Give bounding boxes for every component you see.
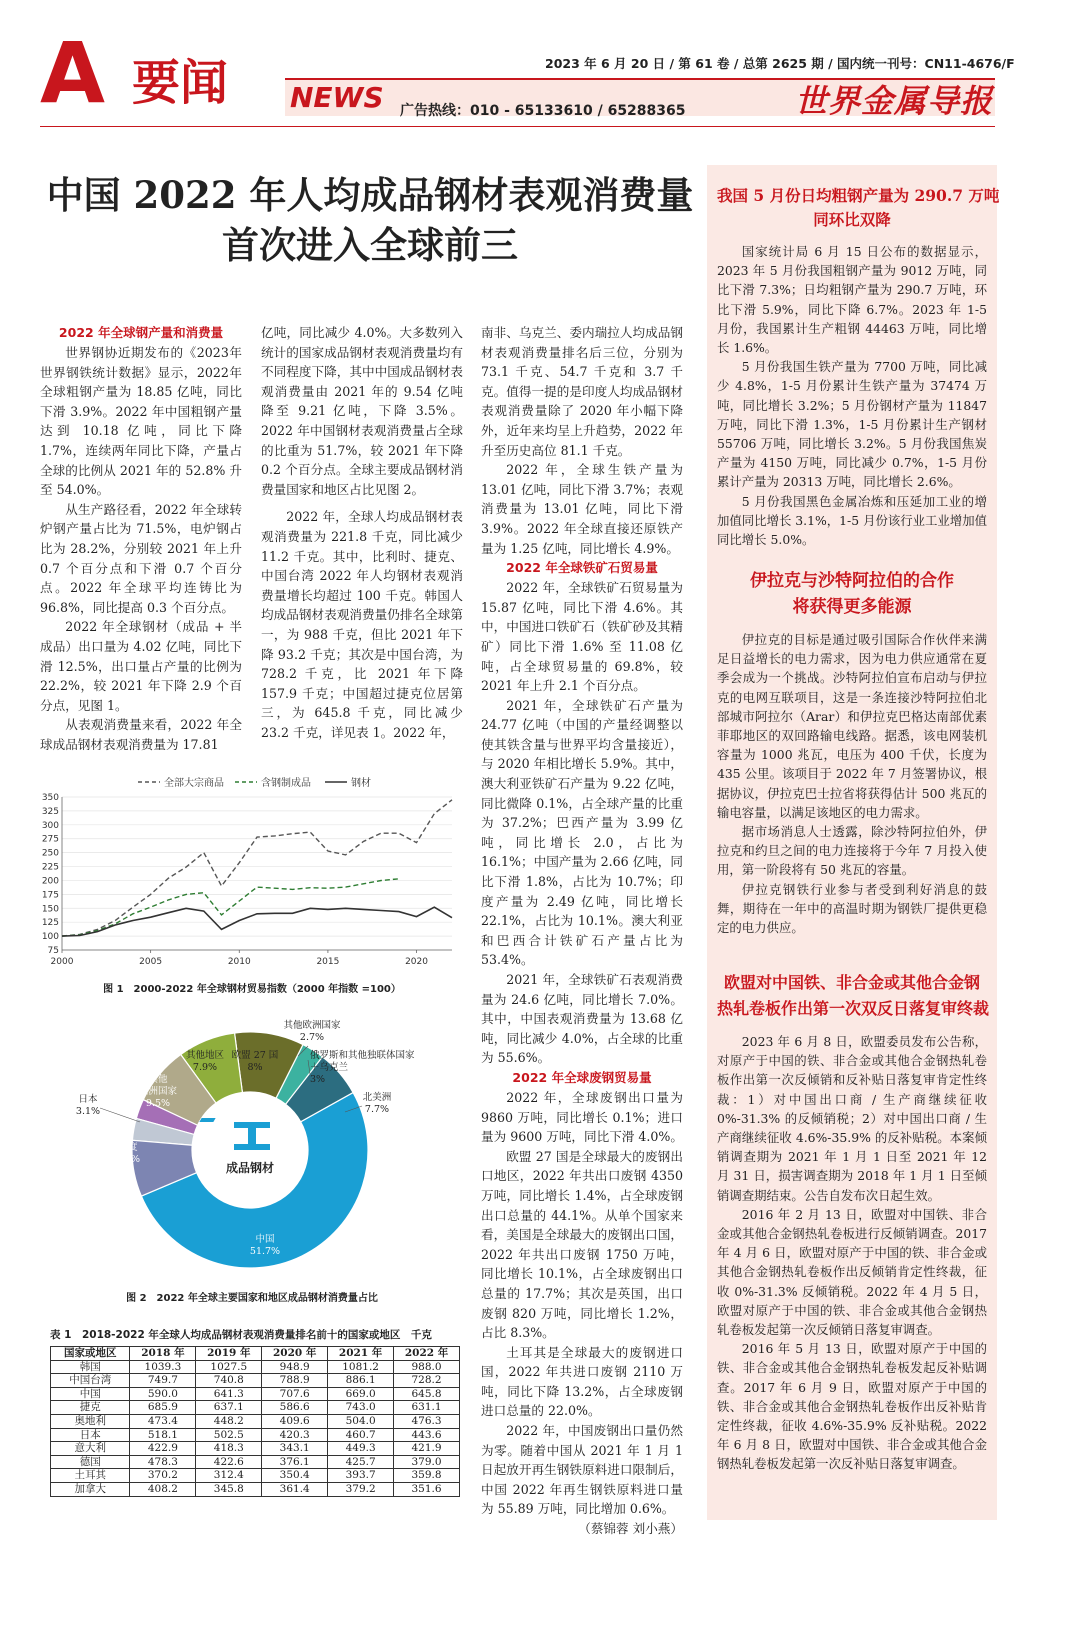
table-row bbox=[51, 1414, 460, 1428]
slice-label: 其他欧洲国家 bbox=[283, 1020, 341, 1031]
table-cell: 奥地利 bbox=[51, 1414, 130, 1428]
y-tick-label: 275 bbox=[41, 834, 59, 845]
sidebar-title bbox=[717, 970, 990, 1022]
title-line: 欧盟对中国铁、非合金或其他合金钢 bbox=[723, 973, 980, 992]
beam-flange-bottom bbox=[234, 1144, 270, 1150]
paragraph: 2016 年 2 月 13 日，欧盟对中国铁、非合金或其他合金钢热轧卷板进行反倾销调查。2017 年 4 月 6 日，欧盟对原产于中国的铁、非合金或其他合金钢热轧卷板作出反倾销肯定性终裁，征收 0%-31.3% 反倾销税。2022 年 4 月 5 日，欧盟对原产于中国的铁、非合金或其他合金钢热轧卷板发起第一次反倾销日落复审调查。 bbox=[717, 1206, 987, 1338]
paragraph: 2022 年，全球生铁产量为 13.01 亿吨，同比下滑 3.7%；表观消费量为 13.01 亿吨，同比下滑 3.9%。2022 年全球直接还原铁产量为 1.25 亿吨，同比增长 4.9%。 bbox=[481, 462, 683, 556]
table-cell: 449.3 bbox=[328, 1442, 394, 1456]
table-cell: 393.7 bbox=[328, 1469, 394, 1483]
slice-label: 其他 bbox=[148, 1074, 168, 1085]
table-cell: 631.1 bbox=[394, 1401, 460, 1415]
slice-label: ＋乌克兰 bbox=[310, 1062, 349, 1073]
table-cell: 409.6 bbox=[262, 1414, 328, 1428]
table-caption: 表 1 2018-2022 年全球人均成品钢材表观消费量排名前十的国家或地区 千克 bbox=[50, 1329, 432, 1341]
table-cell: 中国 bbox=[51, 1387, 130, 1401]
table-cell: 422.6 bbox=[196, 1455, 262, 1469]
paragraph: 据市场消息人士透露，除沙特阿拉伯外，伊拉克和约旦之间的电力连接将于今年 7 月投入使用，第一阶段将有 50 兆瓦的容量。 bbox=[717, 824, 987, 878]
table-cell: 586.6 bbox=[262, 1401, 328, 1415]
series-line bbox=[62, 879, 399, 936]
news-label: NEWS bbox=[290, 81, 384, 114]
table-header-cell: 2022 年 bbox=[394, 1347, 460, 1361]
table-cell: 478.3 bbox=[130, 1455, 196, 1469]
paragraph: 2022 年，全球铁矿石贸易量为 15.87 亿吨，同比下滑 4.6%。其中，中国进口铁矿石（铁矿砂及其精矿）同比下滑 1.6% 至 11.08 亿吨，占全球贸易量的 69.8%，较 2021 年上升 2.1 个百分点。 bbox=[481, 580, 683, 694]
issue-info: 2023 年 6 月 20 日 / 第 61 卷 / 总第 2625 期 / 国内统一刊号：CN11-4676/F bbox=[545, 56, 1015, 71]
data-table-wrap bbox=[50, 1346, 460, 1497]
table-cell: 460.7 bbox=[328, 1428, 394, 1442]
table-header-cell: 2021 年 bbox=[328, 1347, 394, 1361]
ad-label: 广告热线： bbox=[400, 103, 470, 119]
series-line bbox=[62, 800, 452, 936]
table-cell: 379.2 bbox=[328, 1482, 394, 1496]
y-tick-label: 150 bbox=[41, 904, 59, 915]
y-tick-label: 350 bbox=[41, 793, 59, 803]
x-tick-label: 2020 bbox=[405, 957, 428, 967]
table-cell: 645.8 bbox=[394, 1387, 460, 1401]
slice-label: 日本 bbox=[78, 1094, 98, 1105]
table-cell: 370.2 bbox=[130, 1469, 196, 1483]
table-header-cell: 2019 年 bbox=[196, 1347, 262, 1361]
slice-label: 其他地区 bbox=[185, 1050, 225, 1061]
ad-hotline bbox=[400, 100, 686, 120]
table-row bbox=[51, 1482, 460, 1496]
table-row bbox=[51, 1374, 460, 1388]
table-cell: 443.6 bbox=[394, 1428, 460, 1442]
beam-edge bbox=[199, 1118, 215, 1122]
paragraph: 2022 年全球钢材（成品 + 半成品）出口量为 4.02 亿吨，同比下滑 12.5%，出口量占产量的比例为 22.2%，较 2021 年下降 2.9 个百分点，见图 1。 bbox=[40, 619, 242, 713]
paragraph: 从表观消费量来看，2022 年全球成品钢材表观消费量为 17.81 bbox=[40, 717, 242, 752]
title-line: 热轧卷板作出第一次双反日落复审终裁 bbox=[717, 999, 990, 1018]
table-cell: 351.6 bbox=[394, 1482, 460, 1496]
paragraph: 5 月份我国黑色金属冶炼和压延加工业的增加值同比增长 3.1%，1-5 月份该行业工业增加值同比增长 5.0%。 bbox=[717, 493, 987, 548]
y-tick-label: 125 bbox=[41, 918, 59, 929]
sidebar-title bbox=[717, 184, 1000, 232]
table-cell: 1081.2 bbox=[328, 1360, 394, 1374]
paragraph: 亿吨，同比减少 4.0%。大多数列入统计的国家成品钢材表观消费量均有不同程度下降，其中中国成品钢材表观消费量由 2021 年的 9.54 亿吨降至 9.21 亿吨，下降 3.5%。2022 年中国钢材表观消费量占全球的比重为 51.7%，较 2021 年下降 0.2 个百分点。全球主要成品钢材消费量国家和地区占比见图 2。 bbox=[261, 325, 463, 497]
paragraph: 世界钢协近期发布的《2023年世界钢铁统计数据》显示，2022年全球粗钢产量为 18.85 亿吨，同比下滑 3.9%。2022 年中国粗钢产量达到 10.18 亿吨，同比下降 1.7%，连续两年同比下降，产量占全球的比例从 2021 年的 52.8% 升至 54.0%。 bbox=[40, 345, 242, 498]
slice-label: 3.1% bbox=[75, 1106, 101, 1117]
title-line-1: 中国 2022 年人均成品钢材表观消费量 bbox=[46, 173, 694, 217]
slice-label: 9.5% bbox=[145, 1098, 171, 1109]
beam-flange-top bbox=[234, 1122, 270, 1128]
paragraph: 2022 年，全球废钢出口量为 9860 万吨，同比增长 0.1%；进口量为 9600 万吨，同比下滑 4.0%。 bbox=[481, 1089, 683, 1145]
slice-label: 3% bbox=[310, 1074, 326, 1085]
slice-label: 7.7% bbox=[364, 1104, 390, 1115]
section-title: 要闻 bbox=[132, 55, 229, 111]
table-cell: 685.9 bbox=[130, 1401, 196, 1415]
title-line: 我国 5 月份日均粗钢产量为 290.7 万吨 bbox=[717, 186, 1000, 205]
slice-label: 印度 bbox=[118, 1142, 138, 1153]
table-cell: 728.2 bbox=[394, 1374, 460, 1388]
table-cell: 中国台湾 bbox=[51, 1374, 130, 1388]
table-cell: 343.1 bbox=[262, 1442, 328, 1456]
table-cell: 捷克 bbox=[51, 1401, 130, 1415]
sidebar-title bbox=[717, 568, 987, 620]
title-line: 同环比双降 bbox=[813, 210, 891, 229]
chart-caption: 图 1 2000-2022 年全球钢材贸易指数（2000 年指数 =100） bbox=[103, 984, 401, 995]
table-cell: 740.8 bbox=[196, 1374, 262, 1388]
paragraph: 2022 年，中国废钢出口量仍然为零。随着中国从 2021 年 1 月 1 日起放开再生钢铁原料进口限制后，中国 2022 年再生钢铁原料进口量为 55.89 万吨，同比增加 0.6%。 bbox=[481, 1423, 683, 1517]
newspaper-name: 世界金属导报 bbox=[795, 82, 994, 120]
table-cell: 420.3 bbox=[262, 1428, 328, 1442]
table-cell: 743.0 bbox=[328, 1401, 394, 1415]
table-cell: 312.4 bbox=[196, 1469, 262, 1483]
pie-chart bbox=[40, 1010, 465, 1310]
chart-caption: 图 2 2022 年全球主要国家和地区成品钢材消费量占比 bbox=[126, 1293, 378, 1304]
header-rule bbox=[40, 126, 995, 127]
x-tick-label: 2005 bbox=[139, 957, 163, 967]
x-tick-label: 2015 bbox=[316, 957, 340, 967]
article-column-1 bbox=[40, 323, 242, 754]
y-tick-label: 225 bbox=[41, 862, 59, 873]
table-row bbox=[51, 1442, 460, 1456]
section-heading: 2022 年全球钢产量和消费量 bbox=[58, 325, 224, 340]
paragraph: 土耳其是全球最大的废钢进口国，2022 年共进口废钢 2110 万吨，同比下降 13.2%，占全球废钢进口总量的 22.0%。 bbox=[481, 1344, 683, 1419]
slice-label: 亚洲国家 bbox=[138, 1086, 178, 1097]
legend-label: 含钢制成品 bbox=[261, 778, 311, 789]
paragraph: 2021 年，全球铁矿石产量为 24.77 亿吨（中国的产量经调整以使其铁含量与世界平均含量接近），与 2020 年相比增长 5.9%。其中，澳大利亚铁矿石产量为 9.22 亿吨，同比微降 0.1%，占全球产量的比重为 37.2%；巴西产量为 3.99 亿吨，同比增长 2.0，占比为 16.1%；中国产量为 2.66 亿吨，同比下滑 1.8%，占比为 10.7%；印度产量为 2.49 亿吨，同比增长 22.1%，占比为 10.1%。澳大利亚和巴西合计铁矿石产量占比为 53.4%。 bbox=[481, 697, 683, 968]
section-letter: A bbox=[40, 24, 106, 122]
table-cell: 448.2 bbox=[196, 1414, 262, 1428]
table-header-cell: 国家或地区 bbox=[51, 1347, 130, 1361]
ad-phone: 010 - 65133610 / 65288365 bbox=[470, 103, 686, 119]
paragraph: 伊拉克钢铁行业参与者受到利好消息的鼓舞，期待在一年中的高温时期为钢铁厂提供更稳定的电力供应。 bbox=[717, 881, 987, 936]
table-cell: 641.3 bbox=[196, 1387, 262, 1401]
legend-label: 钢材 bbox=[351, 778, 371, 789]
section-heading: 2022 年全球废钢贸易量 bbox=[512, 1069, 652, 1085]
table-cell: 意大利 bbox=[51, 1442, 130, 1456]
article-column-3 bbox=[481, 323, 683, 1539]
slice-label: 8% bbox=[247, 1062, 263, 1073]
table-cell: 473.4 bbox=[130, 1414, 196, 1428]
section-heading: 2022 年全球铁矿石贸易量 bbox=[506, 560, 658, 576]
table-cell: 988.0 bbox=[394, 1360, 460, 1374]
table-header-row bbox=[51, 1347, 460, 1361]
table-cell: 504.0 bbox=[328, 1414, 394, 1428]
y-tick-label: 200 bbox=[41, 876, 59, 887]
slice-label: 6.4% bbox=[115, 1154, 141, 1165]
table-cell: 日本 bbox=[51, 1428, 130, 1442]
y-tick-label: 100 bbox=[41, 932, 59, 943]
center-label: 成品钢材 bbox=[225, 1161, 275, 1175]
paragraph: 2023 年 6 月 8 日，欧盟委员发布公告称，对原产于中国的铁、非合金或其他合金钢热轧卷板作出第一次反倾销和反补贴日落复审肯定性终裁：1）对中国出口商 / 生产商继续征收 0%-31.3% 的反倾销税；2）对中国出口商 / 生产商继续征收 4.6%-35.9% 的反补贴税。本案倾销调查期为 2021 年 1 月 1 日至 2021 年 12 月 31 日，损害调查期为 2018 年 1 月 1 日至倾销调查期结束。公告自发布次日起生效。 bbox=[717, 1034, 987, 1203]
y-tick-label: 175 bbox=[41, 890, 59, 901]
paragraph: 南非、乌克兰、委内瑞拉人均成品钢材表观消费量排名后三位，分别为 73.1 千克、54.7 千克和 3.7 千克。值得一提的是印度人均成品钢材表观消费量除了 2020 年小幅下降外，近年来均呈上升趋势，2022 年升至历史高位 81.1 千克。 bbox=[481, 325, 683, 458]
y-tick-label: 250 bbox=[41, 848, 59, 859]
table-cell: 韩国 bbox=[51, 1360, 130, 1374]
slice-label: 北美洲 bbox=[362, 1092, 392, 1103]
table-cell: 886.1 bbox=[328, 1374, 394, 1388]
slice-label: 2.7% bbox=[299, 1032, 325, 1043]
table-cell: 加拿大 bbox=[51, 1482, 130, 1496]
table-cell: 土耳其 bbox=[51, 1469, 130, 1483]
title-line: 伊拉克与沙特阿拉伯的合作 bbox=[750, 571, 954, 591]
table-cell: 350.4 bbox=[262, 1469, 328, 1483]
table-cell: 376.1 bbox=[262, 1455, 328, 1469]
table-cell: 379.0 bbox=[394, 1455, 460, 1469]
table-cell: 1027.5 bbox=[196, 1360, 262, 1374]
y-tick-label: 300 bbox=[41, 820, 59, 831]
table-cell: 359.8 bbox=[394, 1469, 460, 1483]
y-tick-label: 75 bbox=[47, 946, 59, 956]
slice-label: 欧盟 27 国 bbox=[231, 1050, 279, 1061]
table-cell: 518.1 bbox=[130, 1428, 196, 1442]
table-cell: 421.9 bbox=[394, 1442, 460, 1456]
table-cell: 425.7 bbox=[328, 1455, 394, 1469]
table-row bbox=[51, 1401, 460, 1415]
leader-line bbox=[100, 1108, 140, 1122]
table-cell: 422.9 bbox=[130, 1442, 196, 1456]
table-header-cell: 2018 年 bbox=[130, 1347, 196, 1361]
sidebar-article-2 bbox=[717, 568, 987, 937]
paragraph: 2016 年 5 月 13 日，欧盟对原产于中国的铁、非合金或其他合金钢热轧卷板发起反补贴调查。2017 年 6 月 9 日，欧盟对原产于中国的铁、非合金或其他合金钢热轧卷板作出反补贴肯定性终裁，征收 4.6%-35.9% 反补贴税。2022 年 6 月 8 日，欧盟对中国铁、非合金或其他合金钢热轧卷板发起第一次反补贴日落复审调查。 bbox=[717, 1341, 987, 1472]
table-cell: 345.8 bbox=[196, 1482, 262, 1496]
beam-web bbox=[248, 1128, 256, 1144]
table-cell: 749.7 bbox=[130, 1374, 196, 1388]
table-row bbox=[51, 1387, 460, 1401]
table-cell: 408.2 bbox=[130, 1482, 196, 1496]
table-cell: 德国 bbox=[51, 1455, 130, 1469]
slice-label: 51.7% bbox=[249, 1246, 281, 1257]
y-tick-label: 325 bbox=[41, 806, 59, 817]
table-cell: 361.4 bbox=[262, 1482, 328, 1496]
table-cell: 637.1 bbox=[196, 1401, 262, 1415]
table-header-cell: 2020 年 bbox=[262, 1347, 328, 1361]
article-column-2 bbox=[261, 323, 463, 742]
sidebar-article-3 bbox=[717, 970, 990, 1474]
article-title bbox=[40, 170, 700, 270]
steel-beam-icon bbox=[199, 1118, 270, 1150]
paragraph: 2021 年，全球铁矿石表观消费量为 24.6 亿吨，同比增长 7.0%。其中，中国表观消费量为 13.68 亿吨，同比减少 4.0%，占全球的比重为 55.6%。 bbox=[481, 972, 683, 1066]
sidebar-article-1 bbox=[717, 184, 1000, 549]
line-chart bbox=[40, 770, 465, 1000]
slice-label: 7.9% bbox=[192, 1062, 218, 1073]
table-cell: 948.9 bbox=[262, 1360, 328, 1374]
table-cell: 1039.3 bbox=[130, 1360, 196, 1374]
table-cell: 707.6 bbox=[262, 1387, 328, 1401]
table-cell: 418.3 bbox=[196, 1442, 262, 1456]
table-row bbox=[51, 1469, 460, 1483]
title-line-2: 首次进入全球前三 bbox=[222, 223, 518, 267]
table-row bbox=[51, 1455, 460, 1469]
paragraph: 5 月份我国生铁产量为 7700 万吨，同比减少 4.8%，1-5 月份累计生铁产量为 37474 万吨，同比增长 3.2%；5 月份钢材产量为 11847 万吨，同比下滑 1.3%，1-5 月份累计生产钢材 55706 万吨，同比增长 3.2%。5 月份我国焦炭产量为 4150 万吨，同比减少 0.7%，1-5 月份累计产量为 20313 万吨，同比增长 2.6%。 bbox=[717, 359, 987, 490]
table-cell: 590.0 bbox=[130, 1387, 196, 1401]
title-line: 将获得更多能源 bbox=[792, 597, 912, 617]
table-cell: 788.9 bbox=[262, 1374, 328, 1388]
paragraph: 2022 年，全球人均成品钢材表观消费量为 221.8 千克，同比减少 11.2 千克。其中，比利时、捷克、中国台湾 2022 年人均钢材表观消费量增长均超过 100 千克。韩国人均成品钢材表观消费量仍排名全球第一，为 988 千克，但比 2021 年下降 93.2 千克；其次是中国台湾，为 728.2 千克，比 2021 年下降 157.9 千克；中国超过捷克位居第三，为 645.8 千克，同比减少 23.2 千克，详见表 1。2022 年， bbox=[261, 509, 463, 740]
x-tick-label: 2000 bbox=[50, 957, 74, 967]
table-cell: 476.3 bbox=[394, 1414, 460, 1428]
slice-label: 俄罗斯和其他独联体国家 bbox=[310, 1050, 415, 1061]
byline: （蔡锦蓉 刘小燕） bbox=[578, 1521, 683, 1537]
paragraph: 欧盟 27 国是全球最大的废钢出口地区，2022 年共出口废钢 4350 万吨，同比增长 1.4%，占全球废钢出口总量的 44.1%。从单个国家来看，美国是全球最大的废钢出口国，2022 年共出口废钢 1750 万吨，同比增长 10.1%，占全球废钢出口总量的 17.7%；其次是英国，出口废钢 820 万吨，同比增长 1.2%，占比 8.3%。 bbox=[481, 1148, 683, 1341]
paragraph: 国家统计局 6 月 15 日公布的数据显示，2023 年 5 月份我国粗钢产量为 9012 万吨，同比下滑 7.3%；日均粗钢产量为 290.7 万吨，环比下滑 5.9%，同比下降 6.7%。2023 年 1-5 月份，我国累计生产粗钢 44463 万吨，同比增长 1.6%。 bbox=[717, 244, 987, 356]
slice-label: 中国 bbox=[255, 1234, 275, 1245]
table-cell: 502.5 bbox=[196, 1428, 262, 1442]
paragraph: 从生产路径看，2022 年全球转炉钢产量占比为 71.5%，电炉钢占比为 28.2%，分别较 2021 年上升 0.7 个百分点和下滑 0.7 个百分点。2022 年全球平均连铸比为 96.8%，同比提高 0.3 个百分点。 bbox=[40, 501, 242, 615]
table-row bbox=[51, 1360, 460, 1374]
table-cell: 669.0 bbox=[328, 1387, 394, 1401]
data-table bbox=[50, 1346, 460, 1497]
table-row bbox=[51, 1428, 460, 1442]
legend-label: 全部大宗商品 bbox=[164, 778, 224, 789]
paragraph: 伊拉克的目标是通过吸引国际合作伙伴来满足日益增长的电力需求，因为电力供应通常在夏季会成为一个挑战。沙特阿拉伯宣布启动与伊拉克的电网互联项目，这是一条连接沙特阿拉伯北部城市阿拉尔（Arar）和伊拉克巴格达南部优素菲耶地区的双回路输电线路。据悉，该电网装机容量为 1000 兆瓦，电压为 400 千伏，长度为 435 公里。该项目于 2022 年 7 月签署协议，根据协议，伊拉克巴士拉省将获得估计 500 兆瓦的输电容量，以满足该地区的电力需求。 bbox=[717, 632, 987, 820]
x-tick-label: 2010 bbox=[227, 957, 251, 967]
